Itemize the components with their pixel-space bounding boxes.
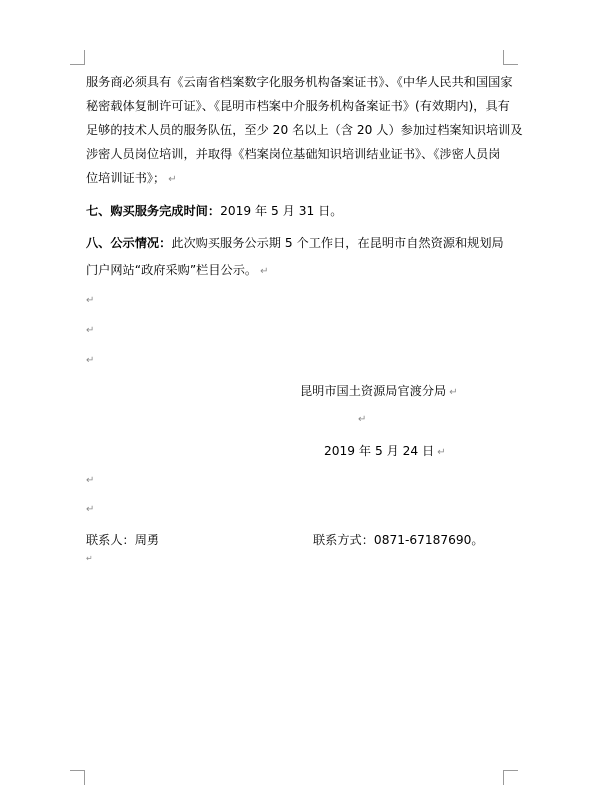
empty-paragraph-mark-icon: ↵ xyxy=(86,475,95,486)
empty-paragraph-mark-icon: ↵ xyxy=(86,554,93,563)
para1-line3: 足够的技术人员的服务队伍，至少 20 名以上（含 20 人）参加过档案知识培训及 xyxy=(86,123,523,137)
empty-paragraph-mark-icon: ↵ xyxy=(358,414,367,425)
para1-line5 xyxy=(86,170,506,188)
empty-paragraph-mark-icon: ↵ xyxy=(86,504,95,515)
para1-line2: 秘密载体复制许可证》、《昆明市档案中介服务机构备案证书》(有效期内)，具有 xyxy=(86,99,510,113)
empty-paragraph-mark-icon: ↵ xyxy=(86,355,95,366)
section8-text2: 门户网站“政府采购”栏目公示。 xyxy=(86,263,258,277)
contact-person: 联系人：周勇 xyxy=(86,533,160,547)
crop-mark-bottom-right xyxy=(503,770,518,785)
section7-value: 2019 年 5 月 31 日。 xyxy=(220,204,343,218)
crop-mark-bottom-left xyxy=(70,770,85,785)
section7-line xyxy=(86,203,506,219)
signature-org-line xyxy=(300,383,458,401)
signature-org: 昆明市国土资源局官渡分局 xyxy=(300,384,447,398)
paragraph-mark-icon: ↵ xyxy=(168,174,177,185)
crop-mark-top-left xyxy=(70,50,85,65)
section8-line1 xyxy=(86,235,506,251)
section7-heading: 七、购买服务完成时间： xyxy=(86,204,221,218)
paragraph-mark-icon: ↵ xyxy=(449,387,458,398)
para1-line4: 涉密人员岗位培训，并取得《档案岗位基础知识培训结业证书》、《涉密人员岗 xyxy=(86,147,501,161)
para1-line5-text: 位培训证书》； xyxy=(86,171,166,185)
contact-phone: 联系方式：0871-67187690。 xyxy=(313,533,484,547)
section8-line2 xyxy=(86,262,506,280)
empty-paragraph-mark-icon: ↵ xyxy=(86,295,95,306)
empty-paragraph-mark-icon: ↵ xyxy=(86,325,95,336)
signature-date: 2019 年 5 月 24 日 xyxy=(324,444,435,458)
section8-text1: 此次购买服务公示期 5 个工作日，在昆明市自然资源和规划局 xyxy=(171,236,504,250)
signature-date-line xyxy=(324,443,446,461)
section8-heading: 八、公示情况： xyxy=(86,236,172,250)
para1-line1: 服务商必须具有《云南省档案数字化服务机构备案证书》、《中华人民共和国国家 xyxy=(86,75,513,89)
paragraph-mark-icon: ↵ xyxy=(260,266,269,277)
paragraph-mark-icon: ↵ xyxy=(437,447,446,458)
crop-mark-top-right xyxy=(503,50,518,65)
